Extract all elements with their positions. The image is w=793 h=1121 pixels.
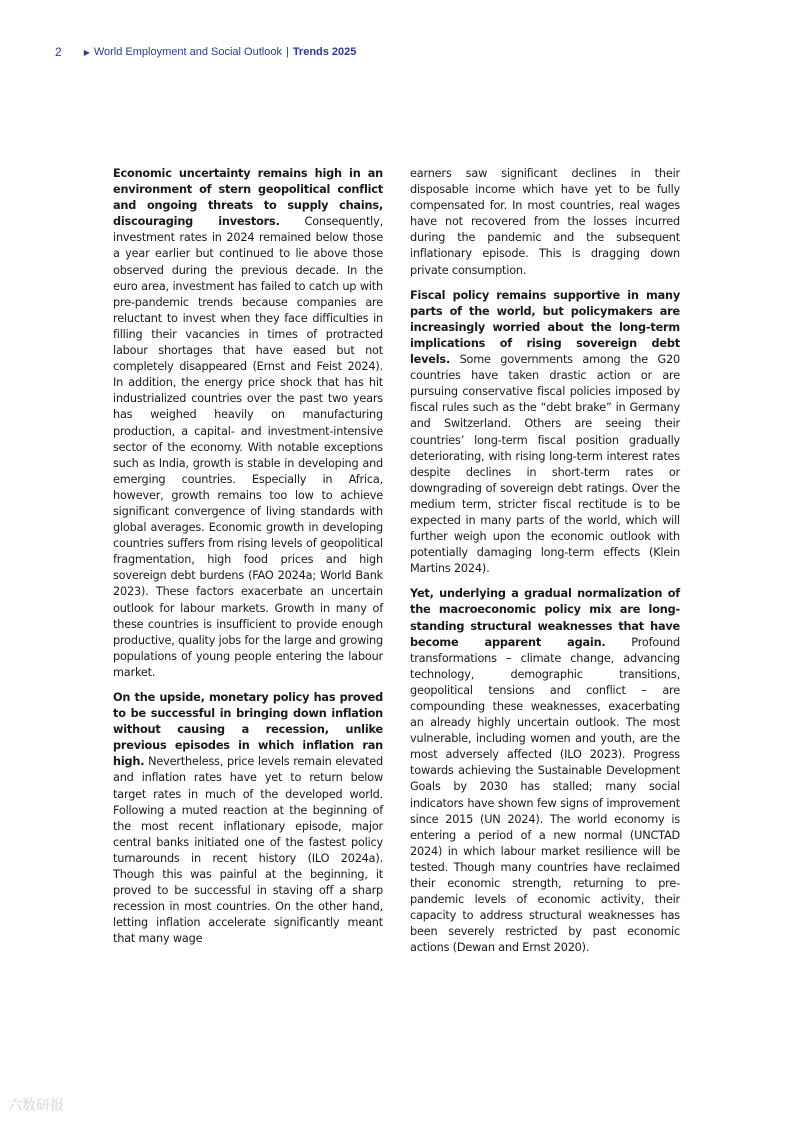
paragraph-lead: Economic uncertainty remains high in an environment of stern geopolitical conflict and ongoing threats to supply chains, discouraging investors. — [113, 167, 383, 229]
right-column — [410, 166, 680, 966]
paragraph-body: Consequently, investment rates in 2024 remained below those a year earlier but continued to lie above those observed during the previous decade. In the euro area, investment has failed to catch up with pre-pandemic trends because companies are reluctant to invest when they face difficulties in filling their vacancies in times of protracted labour shortages that have eased but not completely disappeared (Ernst and Feist 2024). In addition, the energy price shock that has hit industrialized countries over the past two years has weighed heavily on manufacturing production, a capital- and investment-intensive sector of the economy. With notable exceptions such as India, growth is stable in developing and emerging countries. Especially in Africa, however, growth remains too low to achieve significant convergence of living standards with global averages. Economic growth in developing countries suffers from rising levels of geopolitical fragmentation, high food prices and high sovereign debt burdens (FAO 2024a; World Bank 2023). These factors exacerbate an uncertain outlook for labour markets. Growth in many of these countries is insufficient to provide enough productive, quality jobs for the large and growing populations of young people entering the labour market. — [113, 215, 383, 679]
paragraph — [113, 166, 383, 681]
body-columns — [113, 166, 680, 966]
page-number: 2 — [55, 45, 62, 59]
paragraph — [113, 690, 383, 948]
paragraph — [410, 166, 680, 279]
paragraph-body: Some governments among the G20 countries have taken drastic action or are pursuing conservative fiscal policies imposed by fiscal rules such as the “debt brake” in Germany and Switzerland. Others are seeing their countries’ long-term fiscal position gradually deteriorating, with rising long-term interest rates despite declines in short-term rates or downgrading of sovereign debt ratings. Over the medium term, stricter fiscal rectitude is to be expected in many parts of the world, which will further weigh upon the economic outlook with potentially damaging long-term effects (Klein Martins 2024). — [410, 353, 680, 576]
report-title: Trends 2025 — [292, 46, 357, 58]
page-header — [55, 45, 356, 59]
triangle-right-icon: ▶ — [83, 47, 90, 57]
paragraph-lead: On the upside, monetary policy has proved to be successful in bringing down inflation without causing a recession, unlike previous episodes in which inflation ran high. — [113, 691, 383, 769]
paragraph-lead: Yet, underlying a gradual normalization of the macroeconomic policy mix are long-standing structural weaknesses that have become apparent again. — [410, 587, 680, 649]
paragraph — [410, 586, 680, 956]
paragraph-lead: Fiscal policy remains supportive in many parts of the world, but policymakers are increasingly worried about the long-term implications of rising sovereign debt levels. — [410, 288, 680, 367]
paragraph-body: Nevertheless, price levels remain elevated and inflation rates have yet to return below target rates in much of the developed world. Following a muted reaction at the beginning of the most recent inflationary episode, major central banks initiated one of the fastest policy turnarounds in recent history (ILO 2024a). Though this was painful at the beginning, it proved to be successful in staving off a sharp recession in most countries. On the other hand, letting inflation accelerate significantly meant that many wage — [113, 755, 383, 946]
report-name: World Employment and Social Outlook — [93, 46, 282, 58]
paragraph — [410, 288, 680, 578]
paragraph-body: earners saw significant declines in their disposable income which have yet to be fully compensated for. In most countries, real wages have not recovered from the losses incurred during the pandemic and the subsequent inflationary episode. This is dragging down private consumption. — [410, 167, 680, 277]
header-separator: | — [285, 46, 289, 58]
left-column — [113, 166, 383, 966]
watermark: 六数研报 — [8, 1097, 64, 1113]
paragraph-body: Profound transformations – climate change, advancing technology, demographic transitions, geopolitical tensions and conflict – are compounding these weaknesses, exacerbating an already highly uncertain outlook. The most vulnerable, including women and youth, are the most adversely affected (ILO 2023). Progress towards achieving the Sustainable Development Goals by 2030 has stalled; many social indicators have shown few signs of improvement since 2015 (UN 2024). The world economy is entering a period of a new normal (UNCTAD 2024) in which labour market resilience will be tested. Though many countries have reclaimed their economic strength, returning to pre-pandemic levels of economic activity, their capacity to address structural weaknesses has been severely restricted by past economic actions (Dewan and Ernst 2020). — [410, 635, 680, 955]
